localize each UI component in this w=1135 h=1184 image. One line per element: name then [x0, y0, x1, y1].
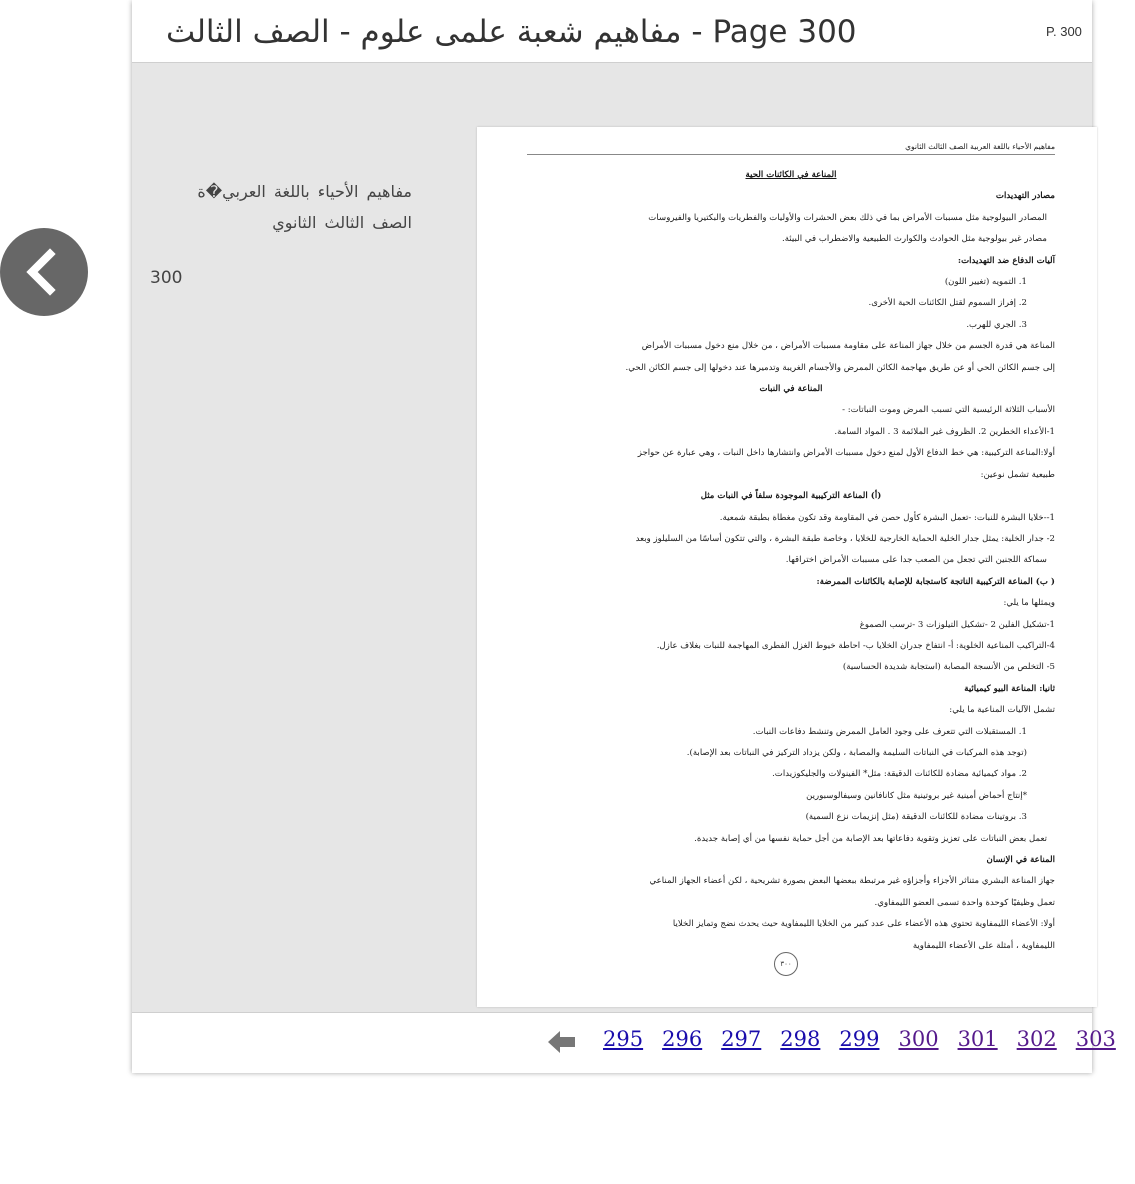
page-code: P. 300	[1046, 24, 1082, 39]
scan-line: الأسباب الثلاثة الرئيسية التي تسبب المرض وموت النباتات: -	[842, 405, 1055, 416]
scan-header: مفاهيم الأحياء باللغة العربية الصف الثالث الثانوي	[527, 139, 1055, 155]
page-link-303[interactable]: 303	[1075, 1027, 1116, 1051]
scan-line: *إنتاج أحماض أمينية غير بروتينية مثل كانافانين وسيفالوسبورين	[806, 790, 1027, 801]
scan-line: 5- التخلص من الأنسجة المصابة (استجابة شديدة الحساسية)	[842, 662, 1055, 673]
previous-arrow-icon[interactable]	[548, 1030, 576, 1054]
scan-line: 2. إفراز السموم لقتل الكائنات الحية الأخرى.	[868, 298, 1027, 309]
scan-line: 1-تشكيل الفلين 2 -تشكيل التيلوزات 3 -ترسب الصموغ	[859, 619, 1055, 630]
scan-line: طبيعية تشمل نوعين:	[980, 469, 1055, 480]
page-link-295[interactable]: 295	[603, 1027, 644, 1051]
scan-line: المناعة هي قدرة الجسم من خلال جهاز المناعة على مقاومة مسببات الأمراض ، من خلال منع دخول مسببات الأمراض	[641, 341, 1055, 352]
scan-line: ويمثلها ما يلي:	[1003, 598, 1055, 609]
page-link-301[interactable]: 301	[957, 1027, 998, 1051]
scan-line: المناعة في الإنسان	[986, 855, 1055, 865]
scan-line: (أ) المناعة التركيبية الموجودة سلفاً في النبات مثل	[700, 491, 882, 502]
book-viewer	[132, 0, 1116, 1072]
scan-line: (توجد هذه المركبات في النباتات السليمة والمصابة ، ولكن يزداد التركيز في النباتات بعد الإصابة).	[686, 747, 1027, 758]
scan-line: جهاز المناعة البشري متناثر الأجزاء وأجزاؤه غير مرتبطة ببعضها البعض بصورة تشريحية ، لكن أعضاء الجهاز المناعي	[649, 876, 1055, 887]
scan-line: إلى جسم الكائن الحي أو عن طريق مهاجمة الكائن الممرض والأجسام الغريبة وتدميرها عند دخولها إلى جسم الكائن الحي.	[625, 362, 1055, 373]
page-link-298[interactable]: 298	[780, 1027, 821, 1051]
header-bar	[132, 0, 1092, 63]
scan-line: آليات الدفاع ضد التهديدات:	[957, 255, 1055, 266]
chevron-left-icon	[18, 246, 70, 298]
scan-line: مصادر التهديدات	[995, 191, 1055, 202]
sidebar-page-number: 300	[150, 268, 183, 288]
scan-line: الليمفاوية ، أمثلة على الأعضاء الليمفاوية	[912, 940, 1055, 951]
scan-line: 2- جدار الخلية: يمثل جدار الخلية الحماية الخارجية للخلايا ، وخاصة طبقة البشرة ، والتي تتكون أساسًا من السليلوز وبعد	[635, 533, 1055, 544]
page-link-296[interactable]: 296	[662, 1027, 703, 1051]
scan-line: سماكة اللجنين التي تجعل من الصعب جدا على مسببات الأمراض اختراقها.	[785, 555, 1047, 566]
scan-line: 3. الجري للهرب.	[966, 319, 1027, 330]
page-link-299[interactable]: 299	[839, 1027, 880, 1051]
scan-line: المصادر البيولوجية مثل مسببات الأمراض بما في ذلك بعض الحشرات والأوليات والفطريات والبكتيريا والفيروسات	[648, 212, 1047, 223]
scan-text	[527, 139, 1055, 957]
scan-line: 1. التمويه (تغيير اللون)	[944, 277, 1027, 288]
scan-line: ( ب) المناعة التركيبية الناتجة كاستجابة للإصابة بالكائنات الممرضة:	[816, 576, 1055, 587]
back-button[interactable]	[0, 228, 88, 316]
scan-line: أولا:المناعة التركيبية: هي خط الدفاع الأول لمنع دخول مسببات الأمراض وانتشارها داخل النبات ، وهي عبارة عن حواجز	[637, 448, 1055, 459]
scan-line: 1-الأعداء الخطرين 2. الظروف غير الملائمة 3 . المواد السامة.	[834, 426, 1055, 437]
page-links	[603, 1027, 1135, 1051]
scan-line: ثانيا: المناعة البيو كيميائية	[964, 683, 1055, 694]
pagination-bar	[132, 1012, 1116, 1073]
page-title: مفاهيم شعبة علمى علوم - الصف الثالث - Page 300	[166, 14, 857, 50]
scan-line: 2. مواد كيميائية مضادة للكائنات الدقيقة: مثل* الفينولات والجليكوزيدات.	[772, 769, 1027, 780]
scan-line: تعمل وظيفيًا كوحدة واحدة تسمى العضو الليمفاوي.	[874, 897, 1055, 908]
scan-line: تشمل الآليات المناعية ما يلي:	[949, 705, 1055, 716]
scan-line: 1. المستقبلات التي تتعرف على وجود العامل الممرض وتنشط دفاعات النبات.	[752, 726, 1027, 737]
scan-page-number: ٣٠٠	[774, 952, 798, 976]
sidebar-description: مفاهيم الأحياء باللغة العربي�ة الصف الثالث الثانوي	[197, 182, 412, 232]
scan-line: أولا: الأعضاء الليمفاوية تحتوي هذه الأعضاء على عدد كبير من الخلايا الليمفاوية حيث يحدث نضج وتمايز الخلايا	[672, 919, 1055, 930]
scan-line: المناعة في النبات	[759, 384, 823, 395]
scan-line: المناعة في الكائنات الحية	[745, 170, 837, 180]
page-link-297[interactable]: 297	[721, 1027, 762, 1051]
scan-line: 3. بروتينات مضادة للكائنات الدقيقة (مثل إنزيمات نزع السمية)	[805, 812, 1027, 823]
scan-line: 4-التراكيب المناعية الخلوية: أ- انتفاخ جدران الخلايا ب- احاطة خيوط الغزل الفطرى المهاجمة للنبات بغلاف عازل.	[656, 640, 1055, 651]
scan-line: 1--خلايا البشرة للنبات: -تعمل البشرة كأول حصن في المقاومة وقد تكون مغطاة بطبقة شمعية.	[719, 512, 1055, 523]
page-link-302[interactable]: 302	[1016, 1027, 1057, 1051]
page-link-300[interactable]: 300	[898, 1027, 939, 1051]
scan-line: مصادر غير بيولوجية مثل الحوادث والكوارث الطبيعية والاضطراب في البيئة.	[781, 234, 1047, 245]
scan-line: تعمل بعض النباتات على تعزيز وتقوية دفاعاتها بعد الإصابة من أجل حماية نفسها من أي إصابة جديدة.	[694, 833, 1047, 844]
page-scan	[477, 127, 1097, 1007]
